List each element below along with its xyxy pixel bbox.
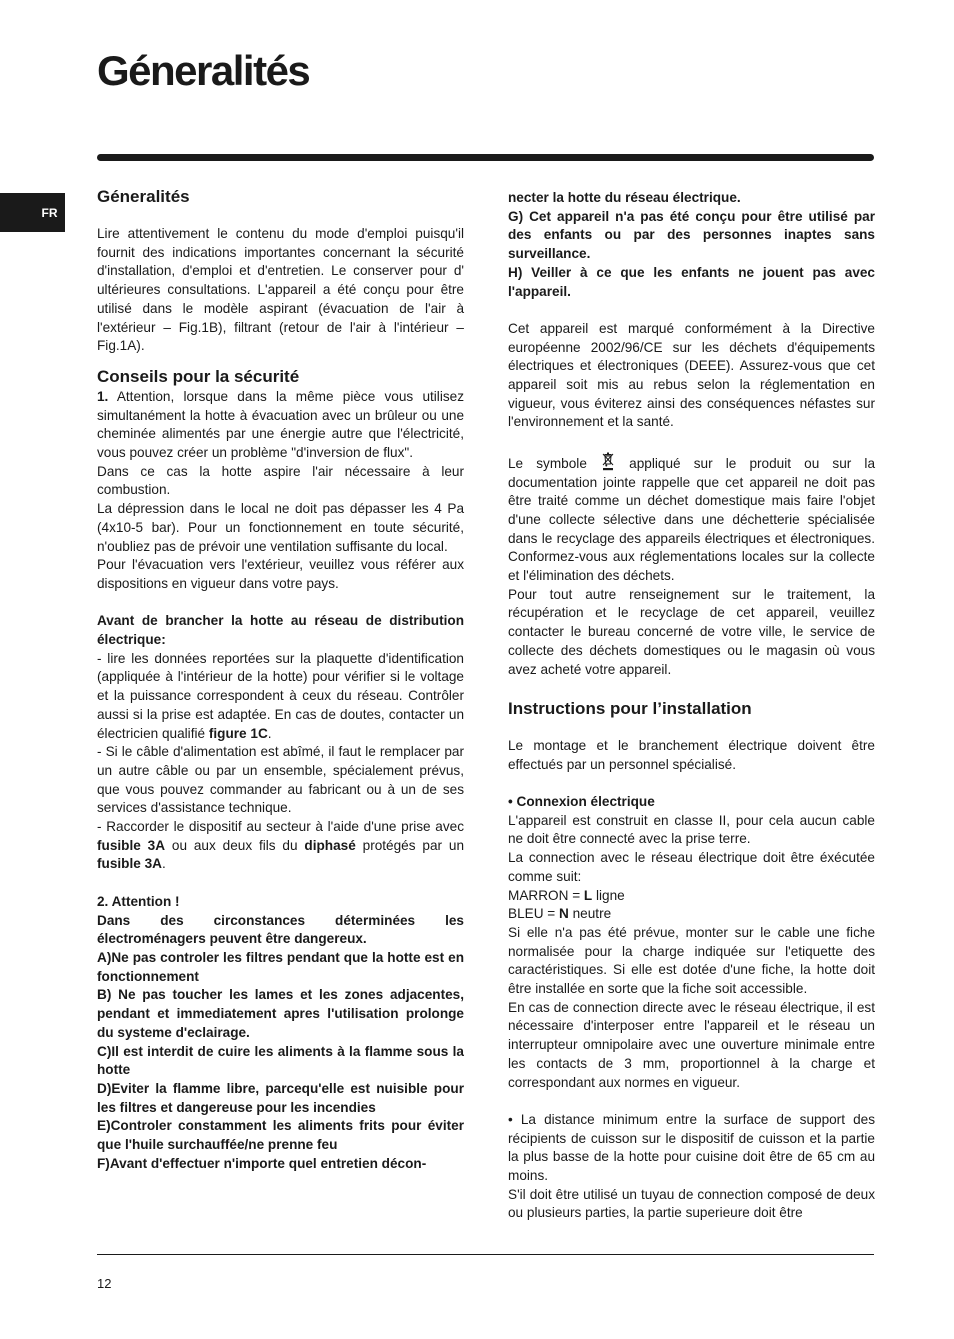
- fuse-ref: fusible 3A: [97, 856, 162, 872]
- safety-paragraph: La dépression dans le local ne doit pas dépasser les 4 Pa (4x10-5 bar). Pour un fonctionnement en toute sécurité, n'oubliez pas de prévoir une ventilation suffisante du local.: [97, 501, 464, 554]
- text-run: MARRON =: [508, 887, 584, 903]
- safety-paragraph: Dans ce cas la hotte aspire l'air nécessaire à leur combustion.: [97, 463, 464, 498]
- warning-item-h: H) Veiller à ce que les enfants ne jouent pas avec l'appareil.: [508, 264, 875, 299]
- text-run: BLEU =: [508, 906, 560, 922]
- text-run: - lire les données reportées sur la plaquette d'identification (appliquée à l'intérieur de la hotte) pour vérifier si le voltage et la puissance correspondent à ceux du réseau. Contrôler aussi si la prise est adaptée. En cas de doutes, contacter un électricien qualifié: [97, 650, 464, 741]
- warning-intro: Dans des circonstances déterminées les électroménagers peuvent être dangereux.: [97, 912, 464, 947]
- electrical-heading: Avant de brancher la hotte au réseau de distribution électrique:: [97, 613, 464, 648]
- warning-item-c: C)Il est interdit de cuire les aliments à la flamme sous la hotte: [97, 1043, 464, 1078]
- general-paragraph: Lire attentivement le contenu du mode d'emploi puisqu'il fournit des indications importantes concernant la sécurité d'installation, d'emploi et d'entretien. Le conserver pour d' ultérieures consultations. L'appareil a été conçu pour être utilisé dans le modèle aspirant (évacuation de l'air à l'extérieur – Fig.1B), filtrant (retour de l'air à l'intérieur – Fig.1A).: [97, 226, 464, 354]
- section-heading-installation: Instructions pour l’installation: [508, 698, 752, 718]
- crossed-out-wheeled-bin-icon: [602, 451, 614, 471]
- safety-number: 1.: [97, 388, 109, 404]
- distance-paragraph: S'il doit être utilisé un tuyau de connection composé de deux ou plusieurs parties, la partie superieure doit être: [508, 1186, 875, 1221]
- text-run: - Raccorder le dispositif au secteur à l'aide d'une prise avec: [97, 819, 464, 835]
- diphase-ref: diphasé: [304, 837, 356, 853]
- text-run: neutre: [568, 906, 612, 922]
- safety-point-1: [97, 388, 464, 463]
- wire-code: L: [583, 887, 593, 903]
- section-heading-general: Géneralités: [97, 187, 190, 206]
- wire-blue: [508, 905, 875, 924]
- text-run: ou aux deux fils du: [165, 837, 305, 853]
- electrical-item-1: [97, 650, 464, 744]
- bottom-divider: [97, 1254, 874, 1255]
- left-column: [97, 186, 464, 1173]
- connection-paragraph: En cas de connection directe avec le réseau électrique, il est nécessaire d'interposer entre l'appareil et le réseau un interrupteur omnipolaire avec une ouverture minimale entre les contacts de 3 mm, proportionnel à la charge et correspondant aux normes en vigueur.: [508, 999, 875, 1090]
- right-column: [508, 189, 875, 1223]
- warning-item-e: E)Controler constamment les aliments frits pour éviter que l'huile surchauffée/ne prenne feu: [97, 1118, 464, 1153]
- electrical-item-2: - Si le câble d'alimentation est abîmé, il faut le remplacer par un autre câble ou par un ensemble, spécialement prévus, que vous pouvez commander au fabricant ou à un de ses services d'assistance technique.: [97, 744, 464, 816]
- connection-title: • Connexion électrique: [508, 794, 655, 810]
- warning-item-b: B) Ne pas toucher les lames et les zones adjacentes, pendant et immediatement apres l'utilisation prolonge du systeme d'eclairage.: [97, 987, 464, 1040]
- distance-paragraph: • La distance minimum entre la surface de support des récipients de cuisson sur le dispositif de cuisson et la partie la plus basse de la hotte pour cuisine doit être de 65 cm au moins.: [508, 1111, 875, 1184]
- safety-text: Attention, lorsque dans la même pièce vous utilisez simultanément la hotte à évacuation avec un brûleur ou une cheminée alimentés par une énergie autre que l'électricité, vous pouvez créer un problème "d'inversion de flux".: [97, 388, 464, 461]
- warning-item-d: D)Eviter la flamme libre, parcequ'elle est nuisible pour les filtres et dangereuse pour les incendies: [97, 1080, 464, 1115]
- wire-brown: [508, 887, 875, 906]
- symbol-paragraph: [508, 451, 875, 586]
- page-title: Géneralités: [97, 47, 310, 94]
- warning-item-f-continued: necter la hotte du réseau électrique.: [508, 190, 741, 205]
- fuse-ref: fusible 3A: [97, 837, 166, 853]
- text-run: .: [267, 725, 272, 741]
- language-tab: FR: [0, 193, 65, 232]
- wire-code: N: [559, 906, 569, 922]
- connection-paragraph: L'appareil est construit en classe II, pour cela aucun cable ne doit être connecté avec la prise terre.: [508, 812, 875, 847]
- installation-paragraph: Le montage et le branchement électrique doivent être effectués par un personnel spécialisé.: [508, 737, 875, 772]
- deee-paragraph: Cet appareil est marqué conformément à la Directive européenne 2002/96/CE sur les déchets d'équipements électriques et électroniques (DEEE). Assurez-vous que cet appareil soit mis au rebus selon la réglementation en vigueur, vous éviterez ainsi des conséquences néfastes sur l'environnement et la santé.: [508, 320, 875, 430]
- electrical-item-3: [97, 818, 464, 874]
- section-heading-safety: Conseils pour la sécurité: [97, 366, 300, 386]
- text-run: Le symbole: [508, 455, 587, 471]
- text-run: .: [161, 856, 166, 872]
- connection-paragraph: Si elle n'a pas été prévue, monter sur le cable une fiche normalisée pour la charge indiquée sur l'etiquette des caractéristiques. Si elle est dotée d'une fiche, la hotte doit être installée en sorte que la fiche soit accessible.: [508, 924, 875, 997]
- warning-title: 2. Attention !: [97, 893, 180, 909]
- info-paragraph: Pour tout autre renseignement sur le traitement, la récupération et le recyclage de cet appareil, veuillez contacter le bureau concerné de votre ville, le service de collecte des déchets domestiques ou le magasin où vous avez acheté votre appareil.: [508, 586, 875, 677]
- safety-paragraph: Pour l'évacuation vers l'extérieur, veuillez vous référer aux dispositions en vigueur dans votre pays.: [97, 557, 464, 591]
- connection-paragraph: La connection avec le réseau électrique doit être éxécutée comme suit:: [508, 850, 875, 884]
- text-run: ligne: [592, 887, 625, 903]
- warning-item-f: F)Avant d'effectuer n'importe quel entretien décon-: [97, 1155, 427, 1171]
- page-number: 12: [97, 1276, 112, 1291]
- warning-item-a: A)Ne pas controler les filtres pendant que la hotte est en fonctionnement: [97, 949, 464, 984]
- figure-ref: figure 1C: [208, 725, 268, 741]
- warning-item-g: G) Cet appareil n'a pas été conçu pour être utilisé par des enfants ou par des personnes inaptes sans surveillance.: [508, 208, 875, 262]
- top-divider: [97, 154, 874, 161]
- text-run: protégés par un: [355, 837, 465, 853]
- text-run: appliqué sur le produit ou sur la documentation jointe rappelle que cet appareil ne doit pas être traité comme un déchet domestique mais faire l'objet d'une collecte sélective dans une déchetterie spécialisée dans le recyclage des appareils électriques et électroniques. Conformez-vous aux réglementations locales sur la collecte et l'élimination des déchets.: [508, 455, 876, 584]
